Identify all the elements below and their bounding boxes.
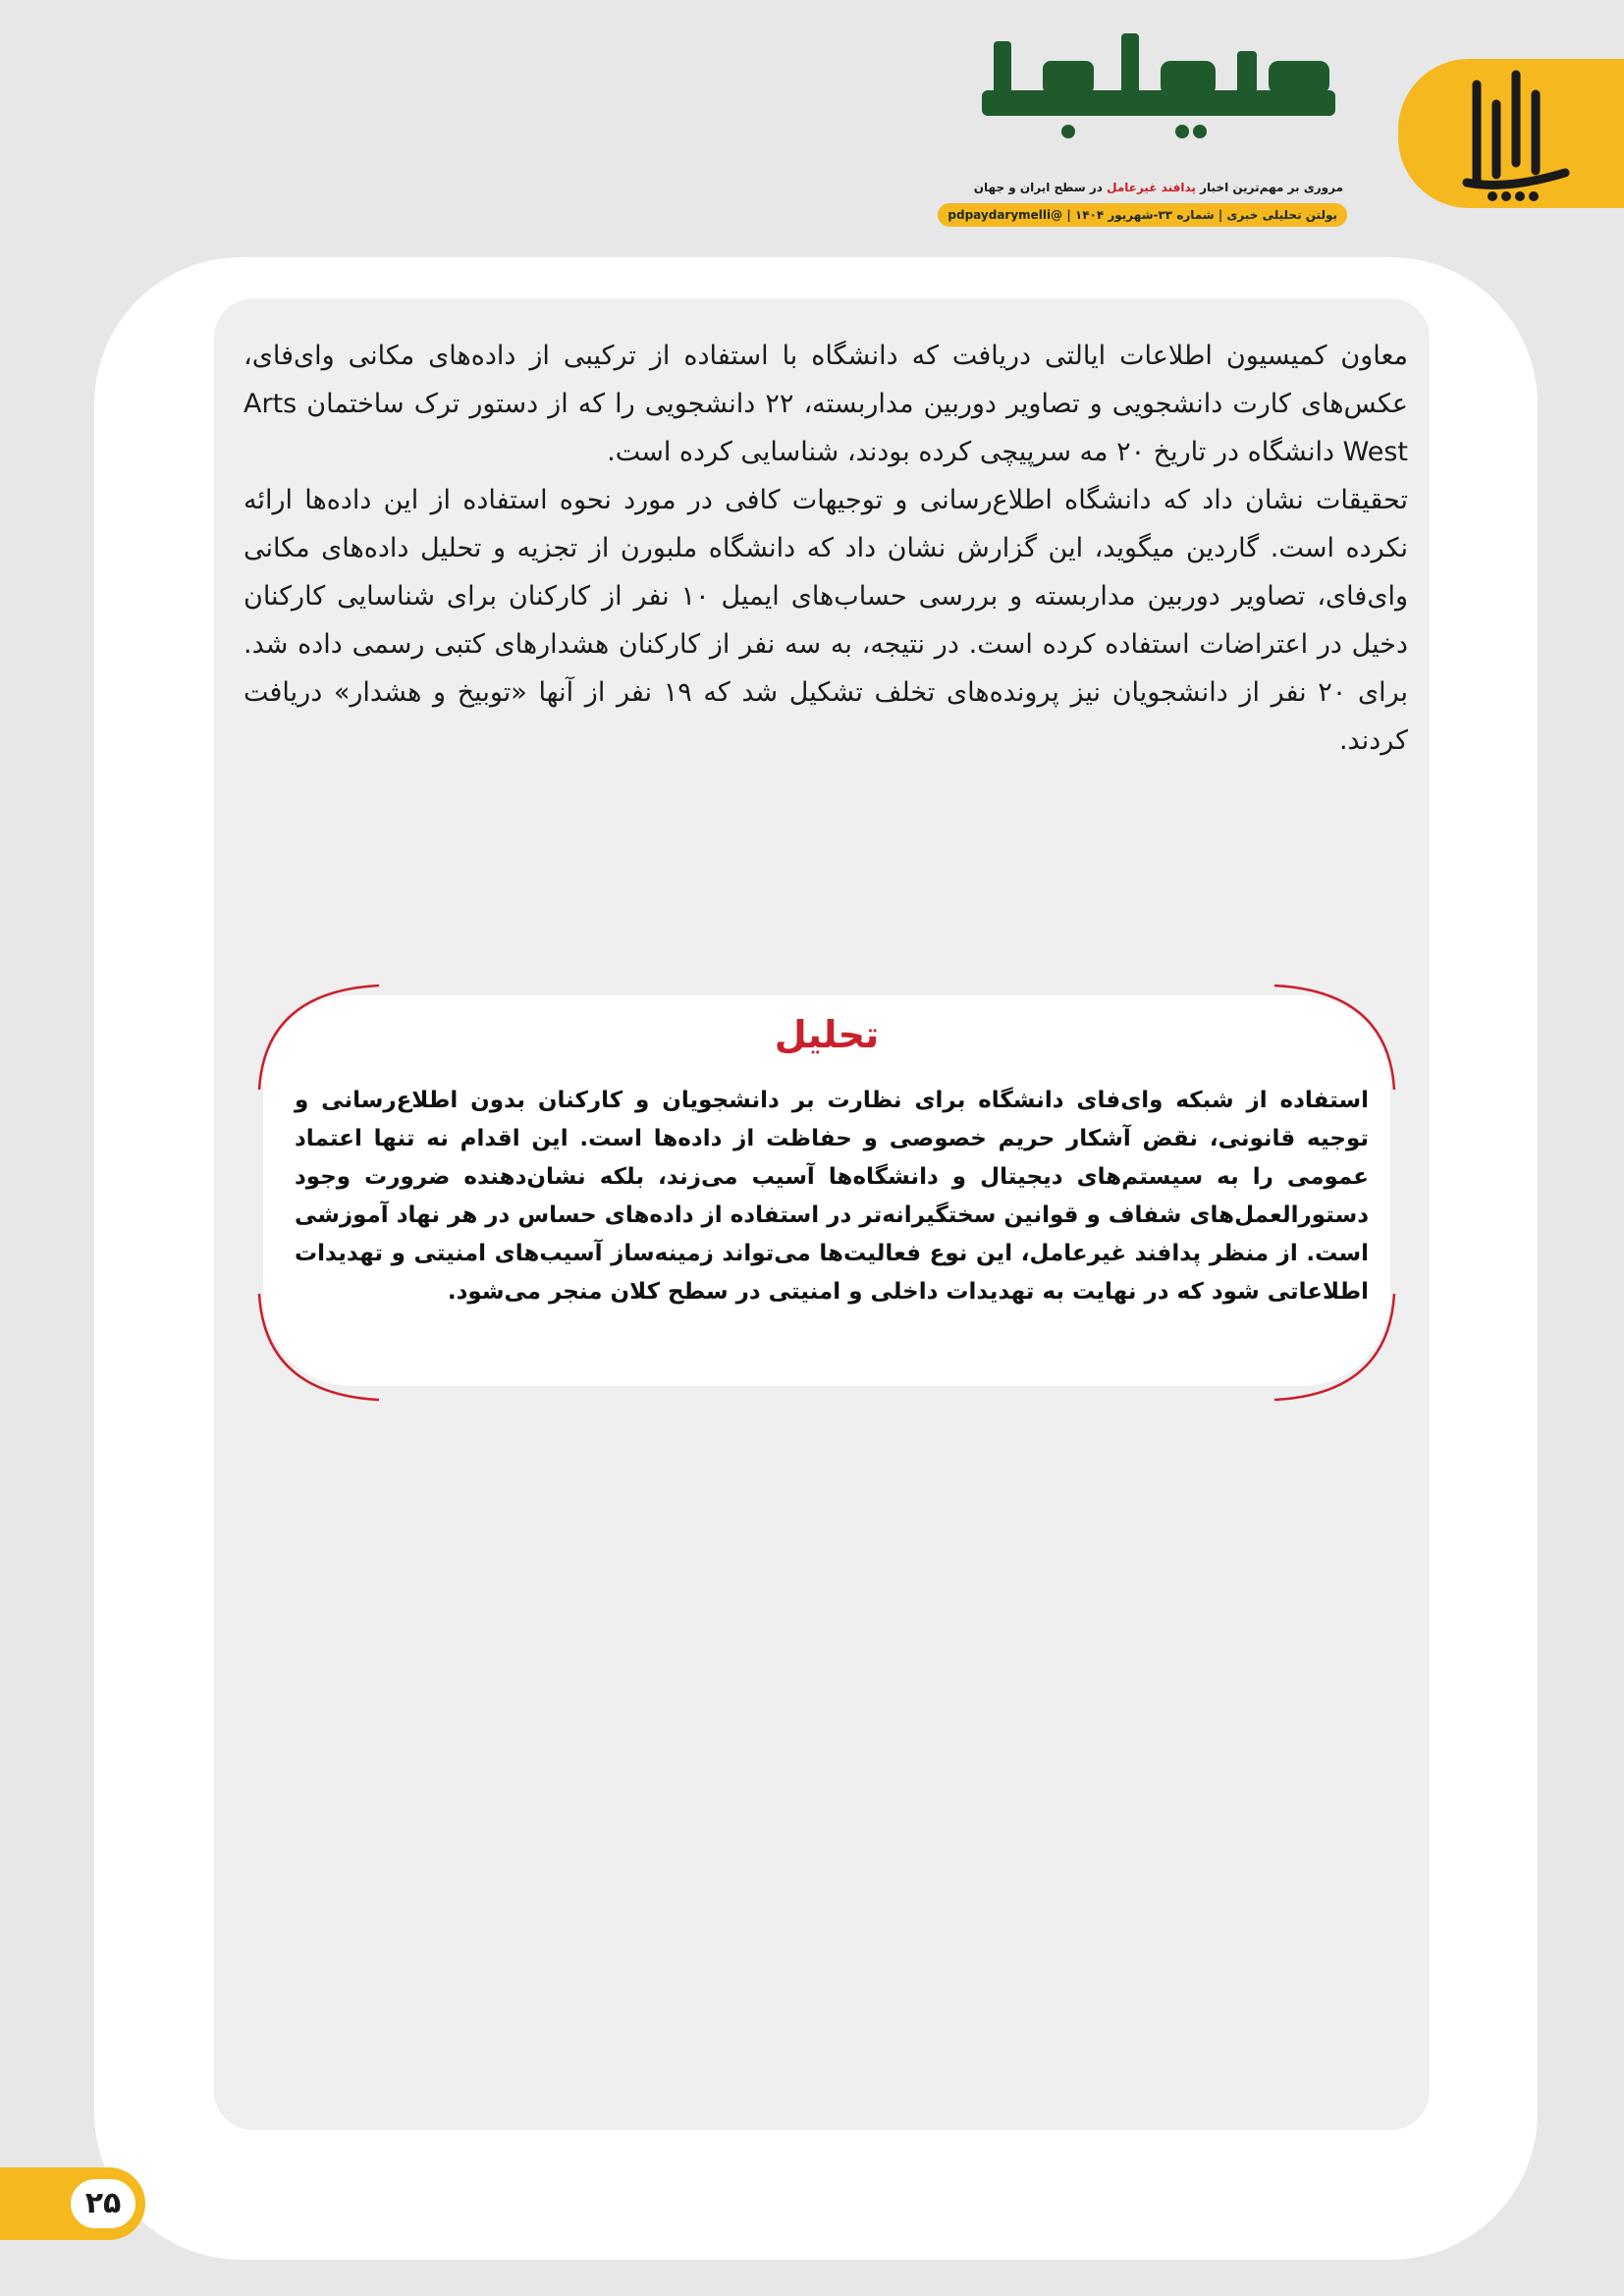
brand-logo-mark xyxy=(1437,65,1585,202)
analysis-title: تحلیل xyxy=(774,1013,880,1056)
brand-logo xyxy=(1398,59,1624,208)
bulletin-info-bar: بولتن تحلیلی خبری | شماره ۳۳-شهریور ۱۴۰۴ | @pdpaydarymelli xyxy=(938,203,1347,227)
masthead xyxy=(947,22,1347,222)
page-header xyxy=(0,0,1624,236)
article-body xyxy=(244,332,1408,765)
analysis-body: استفاده از شبکه وای‌فای دانشگاه برای نظارت بر دانشجویان و کارکنان بدون اطلاع‌رسانی و توجیه قانونی، نقض آشکار حریم خصوصی و حفاظت از داده‌ها است. این اقدام نه تنها اعتماد عمومی را به سیستم‌های دیجیتال و دانشگاه‌ها آسیب می‌زند، بلکه نشان‌دهنده ضرورت وجود دستورالعمل‌های شفاف و قوانین سختگیرانه‌تر در استفاده از داده‌های حساس در هر نهاد آموزشی است. از منظر پدافند غیرعامل، این نوع فعالیت‌ها می‌تواند زمینه‌ساز آسیب‌های امنیتی و تهدیدات اطلاعاتی شود که در نهایت به تهدیدات داخلی و امنیتی در سطح کلان منجر می‌شود. xyxy=(295,1088,1369,1305)
article-paragraph: معاون کمیسیون اطلاعات ایالتی دریافت که دانشگاه با استفاده از ترکیبی از داده‌های مکانی وای‌فای، عکس‌های کارت دانشجویی و تصاویر دوربین مداربسته، ۲۲ دانشجویی را که از دستور ترک ساختمان Arts West دانشگاه در تاریخ ۲۰ مه سرپیچی کرده بودند، شناسایی کرده است. xyxy=(244,341,1408,467)
masthead-title-logo xyxy=(974,22,1339,149)
decorative-stripes xyxy=(116,84,917,179)
page-number: ۲۵ xyxy=(71,2179,135,2228)
masthead-tagline: مروری بر مهم‌ترین اخبار پدافند غیرعامل در سطح ایران و جهان xyxy=(973,181,1343,194)
article-paragraph: تحقیقات نشان داد که دانشگاه اطلاع‌رسانی و توجیهات کافی در مورد نحوه استفاده از این داده‌ها ارائه نکرده است. گاردین میگوید، این گزارش نشان داد که دانشگاه ملبورن از تجزیه و تحلیل داده‌های مکانی وای‌فای، تصاویر دوربین مداربسته و بررسی حساب‌های ایمیل ۱۰ نفر از کارکنان برای شناسایی کارکنان دخیل در اعتراضات استفاده کرده است. در نتیجه، به سه نفر از کارکنان هشدارهای کتبی رسمی داده شد. برای ۲۰ نفر از دانشجویان نیز پرونده‌های تخلف تشکیل شد که ۱۹ نفر از آنها «توبیخ و هشدار» دریافت کردند. xyxy=(244,485,1409,756)
analysis-box xyxy=(263,995,1390,1386)
